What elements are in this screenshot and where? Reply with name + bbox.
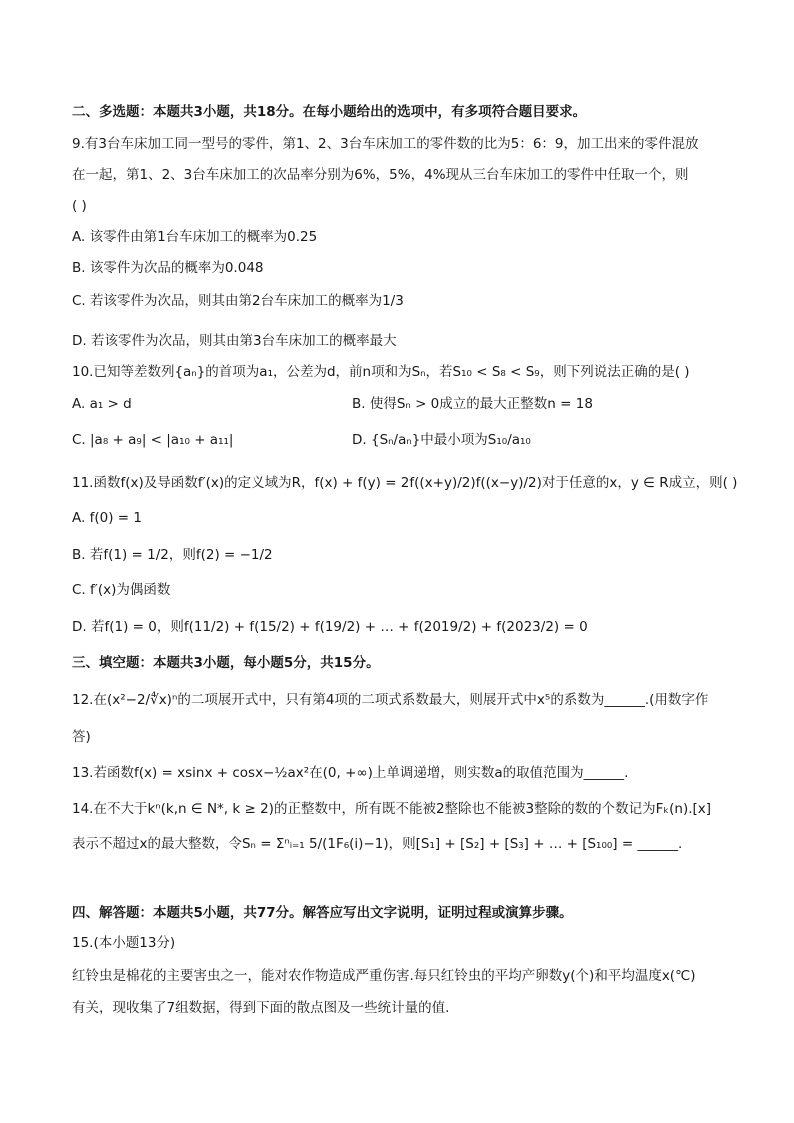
q11-option-d: D. 若f(1) = 0，则f(11/2) + f(15/2) + f(19/2) + … + f(2019/2) + f(2023/2) = 0 <box>72 619 588 635</box>
q10-option-a: A. a₁ > d <box>72 396 132 412</box>
q12-line1: 12.在(x²−2/∜x)ⁿ的二项展开式中，只有第4项的二项式系数最大，则展开式中x⁵的系数为______.(用数字作 <box>72 692 709 708</box>
q14-line2: 表示不超过x的最大整数，令Sₙ = Σⁿᵢ₌₁ 5/(1F₆(i)−1)，则[S₁] + [S₂] + [S₃] + … + [S₁₀₀] = ______. <box>72 836 683 852</box>
q9-line2: 在一起，第1、2、3台车床加工的次品率分别为6%，5%，4%现从三台车床加工的零件中任取一个，则 <box>72 167 689 183</box>
q15-title: 15.(本小题13分) <box>72 935 176 951</box>
q15-line2: 有关，现收集了7组数据，得到下面的散点图及一些统计量的值. <box>72 1000 450 1016</box>
q11-option-b: B. 若f(1) = 1/2，则f(2) = −1/2 <box>72 547 273 563</box>
q12-line2: 答) <box>72 729 91 745</box>
section2-header: 二、多选题：本题共3小题，共18分。在每小题给出的选项中，有多项符合题目要求。 <box>72 104 587 120</box>
q9-option-c: C. 若该零件为次品，则其由第2台车床加工的概率为1/3 <box>72 293 404 309</box>
q9-option-a: A. 该零件由第1台车床加工的概率为0.25 <box>72 229 318 245</box>
q9-line1: 9.有3台车床加工同一型号的零件，第1、2、3台车床加工的零件数的比为5：6：9，加工出来的零件混放 <box>72 136 699 152</box>
q13: 13.若函数f(x) = xsinx + cosx−½ax²在(0, +∞)上单调递增，则实数a的取值范围为______. <box>72 765 629 781</box>
section3-header: 三、填空题：本题共3小题，每小题5分，共15分。 <box>72 655 380 671</box>
q10-option-d: D. {Sₙ/aₙ}中最小项为S₁₀/a₁₀ <box>352 432 531 448</box>
q11-option-c: C. f′(x)为偶函数 <box>72 582 171 598</box>
q14-line1: 14.在不大于kⁿ(k,n ∈ N*, k ≥ 2)的正整数中，所有既不能被2整除也不能被3整除的数的个数记为Fₖ(n).[x] <box>72 801 712 817</box>
q10-option-c: C. |a₈ + a₉| < |a₁₀ + a₁₁| <box>72 432 234 448</box>
q9-option-d: D. 若该零件为次品，则其由第3台车床加工的概率最大 <box>72 333 397 349</box>
q11-option-a: A. f(0) = 1 <box>72 510 142 526</box>
q10-stem: 10.已知等差数列{aₙ}的首项为a₁，公差为d，前n项和为Sₙ，若S₁₀ < S₈ < S₉，则下列说法正确的是( ) <box>72 364 690 380</box>
q9-option-b: B. 该零件为次品的概率为0.048 <box>72 260 264 276</box>
q10-option-b: B. 使得Sₙ > 0成立的最大正整数n = 18 <box>352 396 593 412</box>
q9-line3: ( ) <box>72 198 87 214</box>
section4-header: 四、解答题：本题共5小题，共77分。解答应写出文字说明，证明过程或演算步骤。 <box>72 905 573 921</box>
q11-stem: 11.函数f(x)及导函数f′(x)的定义域为R，f(x) + f(y) = 2f((x+y)/2)f((x−y)/2)对于任意的x，y ∈ R成立，则( ) <box>72 475 738 491</box>
q15-line1: 红铃虫是棉花的主要害虫之一，能对农作物造成严重伤害.每只红铃虫的平均产卵数y(个)和平均温度x(℃) <box>72 968 696 984</box>
